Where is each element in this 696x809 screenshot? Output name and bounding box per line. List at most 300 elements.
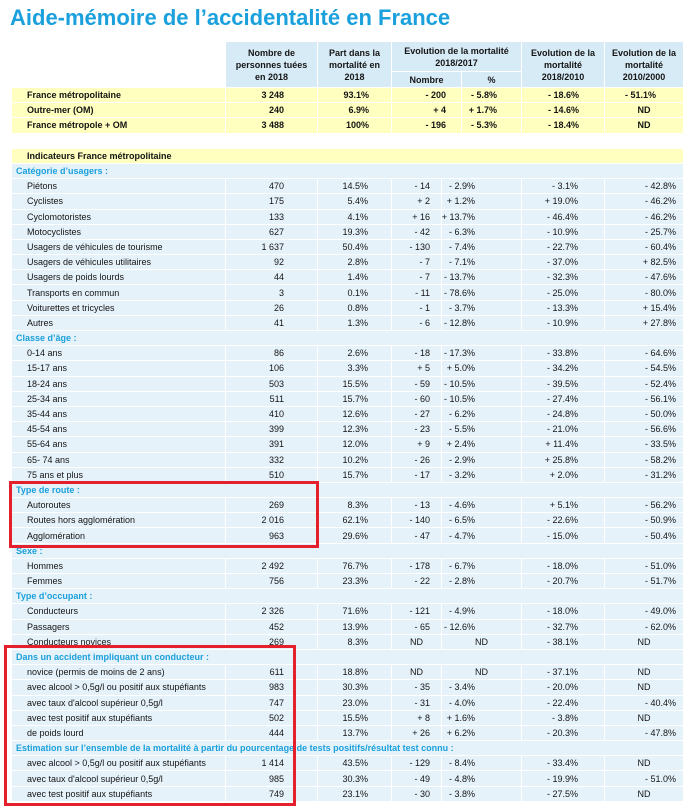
row-label: Cyclistes <box>12 194 226 209</box>
cell-part-mortalite: 23.3% <box>318 574 392 589</box>
section-title: Type d’occupant : <box>12 589 684 604</box>
cell-nombre-tues: 391 <box>226 437 318 452</box>
cell-evol-2018-2017-pct: - 7.1% <box>442 255 522 270</box>
cell-evol-2018-2017-nombre: - 121 <box>392 604 442 619</box>
cell-evol-2018-2010: - 24.8% <box>522 407 605 422</box>
indicators-row <box>12 149 684 164</box>
cell-evol-2018-2017-nombre: - 17 <box>392 468 442 483</box>
table-row <box>12 377 684 392</box>
table-row <box>12 574 684 589</box>
cell-part-mortalite: 100% <box>318 118 392 133</box>
row-label: Voiturettes et tricycles <box>12 301 226 316</box>
header-line: 2018 <box>344 71 365 82</box>
cell-evol-2018-2010: + 25.8% <box>522 453 605 468</box>
cell-part-mortalite: 2.8% <box>318 255 392 270</box>
row-label: avec alcool > 0,5g/l ou positif aux stupéfiants <box>12 756 226 771</box>
table-row <box>12 301 684 316</box>
cell-evol-2010-2000: - 62.0% <box>605 620 684 635</box>
cell-part-mortalite: 15.7% <box>318 468 392 483</box>
section-heading-row <box>12 483 684 498</box>
cell-evol-2010-2000: - 47.6% <box>605 270 684 285</box>
cell-nombre-tues: 749 <box>226 787 318 802</box>
table-row <box>12 316 684 331</box>
indicators-title: Indicateurs France métropolitaine <box>12 149 684 164</box>
cell-evol-2018-2010: - 27.5% <box>522 787 605 802</box>
table-row <box>12 711 684 726</box>
cell-evol-2018-2017-pct: ND <box>442 665 522 680</box>
cell-part-mortalite: 93.1% <box>318 88 392 103</box>
cell-evol-2010-2000: ND <box>605 103 684 118</box>
table-row <box>12 407 684 422</box>
row-label: 18-24 ans <box>12 377 226 392</box>
table-row <box>12 468 684 483</box>
cell-part-mortalite: 6.9% <box>318 103 392 118</box>
cell-evol-2018-2017-nombre: - 14 <box>392 179 442 194</box>
table-row <box>12 270 684 285</box>
row-label: 25-34 ans <box>12 392 226 407</box>
header-evol-2018-2017-group <box>392 42 522 88</box>
cell-evol-2010-2000: - 52.4% <box>605 377 684 392</box>
table-row <box>12 498 684 513</box>
cell-evol-2018-2017-pct: - 12.8% <box>442 316 522 331</box>
table-row <box>12 240 684 255</box>
cell-nombre-tues: 92 <box>226 255 318 270</box>
row-label: France métropole + OM <box>12 118 226 133</box>
cell-evol-2018-2010: - 21.0% <box>522 422 605 437</box>
table-row <box>12 210 684 225</box>
cell-evol-2018-2017-pct: - 6.7% <box>442 559 522 574</box>
row-label: 0-14 ans <box>12 346 226 361</box>
row-label: Piétons <box>12 179 226 194</box>
cell-evol-2018-2017-nombre: - 13 <box>392 498 442 513</box>
cell-evol-2018-2017-nombre: - 26 <box>392 453 442 468</box>
cell-evol-2018-2017-pct: - 12.6% <box>442 620 522 635</box>
cell-part-mortalite: 76.7% <box>318 559 392 574</box>
cell-nombre-tues: 3 248 <box>226 88 318 103</box>
table-row <box>12 346 684 361</box>
table-row <box>12 361 684 376</box>
header-line: Evolution de la <box>611 47 676 58</box>
cell-evol-2018-2017-nombre: - 42 <box>392 225 442 240</box>
cell-part-mortalite: 15.5% <box>318 711 392 726</box>
spacer-cell <box>12 134 684 149</box>
row-label: Agglomération <box>12 528 226 543</box>
cell-part-mortalite: 1.4% <box>318 270 392 285</box>
cell-evol-2018-2017-pct: - 5.5% <box>442 422 522 437</box>
header-evol-2018-2017 <box>392 42 522 72</box>
table-row <box>12 255 684 270</box>
header-line: 2010/2000 <box>622 71 666 82</box>
cell-evol-2018-2010: - 18.6% <box>522 88 605 103</box>
cell-evol-2018-2017-pct: - 6.5% <box>442 513 522 528</box>
cell-evol-2010-2000: - 58.2% <box>605 453 684 468</box>
cell-evol-2018-2017-nombre: - 11 <box>392 285 442 300</box>
cell-part-mortalite: 5.4% <box>318 194 392 209</box>
cell-evol-2018-2017-nombre: + 16 <box>392 210 442 225</box>
cell-evol-2018-2010: - 27.4% <box>522 392 605 407</box>
cell-evol-2018-2010: - 20.3% <box>522 726 605 741</box>
cell-evol-2018-2010: - 25.0% <box>522 285 605 300</box>
cell-evol-2018-2017-nombre: ND <box>392 665 442 680</box>
cell-evol-2018-2017-nombre: - 59 <box>392 377 442 392</box>
header-line: mortalité <box>543 59 582 70</box>
row-label: Conducteurs <box>12 604 226 619</box>
cell-evol-2018-2017-nombre: - 60 <box>392 392 442 407</box>
cell-evol-2018-2010: - 22.7% <box>522 240 605 255</box>
cell-evol-2018-2010: + 2.0% <box>522 468 605 483</box>
row-label: avec test positif aux stupéfiants <box>12 787 226 802</box>
table-row <box>12 513 684 528</box>
cell-evol-2018-2017-pct: + 6.2% <box>442 726 522 741</box>
cell-evol-2018-2017-nombre: - 18 <box>392 346 442 361</box>
cell-nombre-tues: 511 <box>226 392 318 407</box>
cell-evol-2018-2010: - 34.2% <box>522 361 605 376</box>
cell-part-mortalite: 12.0% <box>318 437 392 452</box>
cell-part-mortalite: 29.6% <box>318 528 392 543</box>
cell-nombre-tues: 747 <box>226 696 318 711</box>
cell-evol-2018-2017-nombre: - 196 <box>392 118 462 133</box>
cell-evol-2018-2017-pct: - 3.4% <box>442 680 522 695</box>
header-evol-2010-2000 <box>605 42 684 88</box>
section-title: Sexe : <box>12 544 684 559</box>
row-label: Outre-mer (OM) <box>12 103 226 118</box>
cell-evol-2018-2017-pct: - 2.9% <box>442 179 522 194</box>
cell-part-mortalite: 43.5% <box>318 756 392 771</box>
cell-evol-2010-2000: - 33.5% <box>605 437 684 452</box>
cell-part-mortalite: 30.3% <box>318 680 392 695</box>
row-label: 35-44 ans <box>12 407 226 422</box>
cell-part-mortalite: 13.7% <box>318 726 392 741</box>
section-title: Estimation sur l’ensemble de la mortalité à partir du pourcentage de tests positifs/résultat test connu : <box>12 741 684 756</box>
header-line: Nombre de <box>247 47 295 58</box>
cell-evol-2018-2017-nombre: + 26 <box>392 726 442 741</box>
cell-evol-2018-2017-pct: + 2.4% <box>442 437 522 452</box>
section-title: Catégorie d’usagers : <box>12 164 684 179</box>
cell-evol-2018-2017-pct: + 5.0% <box>442 361 522 376</box>
cell-nombre-tues: 269 <box>226 635 318 650</box>
cell-nombre-tues: 985 <box>226 771 318 786</box>
table-row <box>12 665 684 680</box>
cell-evol-2018-2017-nombre: - 7 <box>392 270 442 285</box>
row-label: 75 ans et plus <box>12 468 226 483</box>
table-row <box>12 392 684 407</box>
row-label: Passagers <box>12 620 226 635</box>
row-label: avec taux d'alcool supérieur 0,5g/l <box>12 771 226 786</box>
row-label: Transports en commun <box>12 285 226 300</box>
header-subrow <box>392 72 522 88</box>
cell-evol-2018-2017-nombre: - 7 <box>392 255 442 270</box>
cell-evol-2018-2017-nombre: - 30 <box>392 787 442 802</box>
cell-evol-2018-2010: - 20.0% <box>522 680 605 695</box>
cell-evol-2018-2017-pct: - 6.2% <box>442 407 522 422</box>
cell-evol-2018-2017-nombre: + 5 <box>392 361 442 376</box>
cell-evol-2010-2000: - 47.8% <box>605 726 684 741</box>
cell-evol-2010-2000: - 56.6% <box>605 422 684 437</box>
cell-nombre-tues: 3 488 <box>226 118 318 133</box>
cell-evol-2018-2017-pct: - 5.8% <box>462 88 522 103</box>
cell-evol-2018-2010: - 19.9% <box>522 771 605 786</box>
cell-nombre-tues: 26 <box>226 301 318 316</box>
cell-evol-2010-2000: ND <box>605 787 684 802</box>
cell-evol-2018-2017-pct: - 6.3% <box>442 225 522 240</box>
cell-evol-2018-2017-nombre: - 31 <box>392 696 442 711</box>
row-label: Autres <box>12 316 226 331</box>
cell-part-mortalite: 2.6% <box>318 346 392 361</box>
cell-evol-2018-2017-pct: - 8.4% <box>442 756 522 771</box>
cell-evol-2010-2000: - 60.4% <box>605 240 684 255</box>
cell-evol-2018-2010: - 32.3% <box>522 270 605 285</box>
row-label: avec test positif aux stupéfiants <box>12 711 226 726</box>
cell-evol-2018-2017-nombre: + 8 <box>392 711 442 726</box>
row-label: avec alcool > 0,5g/l ou positif aux stupéfiants <box>12 680 226 695</box>
cell-nombre-tues: 175 <box>226 194 318 209</box>
spacer-row <box>12 134 684 149</box>
row-label: Usagers de véhicules de tourisme <box>12 240 226 255</box>
cell-evol-2018-2017-nombre: + 4 <box>392 103 462 118</box>
cell-part-mortalite: 3.3% <box>318 361 392 376</box>
cell-evol-2010-2000: - 50.9% <box>605 513 684 528</box>
header-line: mortalité <box>624 59 663 70</box>
cell-part-mortalite: 12.6% <box>318 407 392 422</box>
cell-evol-2018-2017-pct: - 10.5% <box>442 392 522 407</box>
table-row <box>12 285 684 300</box>
cell-nombre-tues: 627 <box>226 225 318 240</box>
table-row <box>12 787 684 802</box>
cell-evol-2018-2010: - 14.6% <box>522 103 605 118</box>
cell-part-mortalite: 0.1% <box>318 285 392 300</box>
cell-evol-2010-2000: ND <box>605 680 684 695</box>
header-line: 2018/2017 <box>435 57 478 68</box>
cell-part-mortalite: 71.6% <box>318 604 392 619</box>
cell-evol-2010-2000: - 46.2% <box>605 210 684 225</box>
row-label: 65- 74 ans <box>12 453 226 468</box>
cell-nombre-tues: 410 <box>226 407 318 422</box>
cell-nombre-tues: 756 <box>226 574 318 589</box>
cell-evol-2010-2000: - 54.5% <box>605 361 684 376</box>
cell-evol-2010-2000: + 15.4% <box>605 301 684 316</box>
cell-nombre-tues: 106 <box>226 361 318 376</box>
cell-evol-2018-2010: + 5.1% <box>522 498 605 513</box>
cell-evol-2010-2000: - 51.1% <box>605 88 684 103</box>
cell-evol-2018-2017-pct: - 10.5% <box>442 377 522 392</box>
cell-evol-2018-2017-pct: - 4.0% <box>442 696 522 711</box>
cell-nombre-tues: 44 <box>226 270 318 285</box>
table-row <box>12 604 684 619</box>
cell-evol-2018-2010: - 18.0% <box>522 559 605 574</box>
cell-evol-2018-2017-nombre: - 178 <box>392 559 442 574</box>
cell-evol-2018-2010: - 22.6% <box>522 513 605 528</box>
cell-evol-2018-2010: - 13.3% <box>522 301 605 316</box>
cell-nombre-tues: 3 <box>226 285 318 300</box>
cell-evol-2018-2017-pct: - 3.2% <box>442 468 522 483</box>
cell-nombre-tues: 133 <box>226 210 318 225</box>
row-label: Usagers de poids lourds <box>12 270 226 285</box>
cell-evol-2018-2017-pct: - 4.8% <box>442 771 522 786</box>
cell-evol-2010-2000: ND <box>605 711 684 726</box>
summary-row <box>12 118 684 133</box>
cell-evol-2018-2017-nombre: - 200 <box>392 88 462 103</box>
cell-evol-2018-2010: - 10.9% <box>522 316 605 331</box>
header-line: personnes tuées <box>235 59 308 70</box>
cell-evol-2010-2000: - 64.6% <box>605 346 684 361</box>
row-label: 15-17 ans <box>12 361 226 376</box>
table-row <box>12 225 684 240</box>
cell-evol-2018-2010: - 33.4% <box>522 756 605 771</box>
row-label: France métropolitaine <box>12 88 226 103</box>
section-title: Dans un accident impliquant un conducteur : <box>12 650 684 665</box>
cell-evol-2018-2017-nombre: - 1 <box>392 301 442 316</box>
cell-evol-2018-2010: - 18.4% <box>522 118 605 133</box>
table-row <box>12 756 684 771</box>
table-row <box>12 528 684 543</box>
cell-part-mortalite: 18.8% <box>318 665 392 680</box>
header-line: Part dans la <box>328 47 381 58</box>
cell-evol-2010-2000: - 80.0% <box>605 285 684 300</box>
summary-row <box>12 88 684 103</box>
cell-nombre-tues: 332 <box>226 453 318 468</box>
cell-part-mortalite: 13.9% <box>318 620 392 635</box>
section-title: Classe d’âge : <box>12 331 684 346</box>
header-line: 2018/2010 <box>541 71 585 82</box>
cell-evol-2018-2017-pct: - 7.4% <box>442 240 522 255</box>
cell-evol-2018-2017-pct: - 78.6% <box>442 285 522 300</box>
row-label: de poids lourd <box>12 726 226 741</box>
table-body <box>12 88 684 802</box>
cell-part-mortalite: 10.2% <box>318 453 392 468</box>
row-label: Cyclomotoristes <box>12 210 226 225</box>
section-heading-row <box>12 331 684 346</box>
cell-evol-2010-2000: ND <box>605 635 684 650</box>
cell-evol-2018-2017-nombre: - 35 <box>392 680 442 695</box>
cell-evol-2018-2010: - 32.7% <box>522 620 605 635</box>
cell-part-mortalite: 62.1% <box>318 513 392 528</box>
cell-evol-2010-2000: - 56.1% <box>605 392 684 407</box>
cell-part-mortalite: 30.3% <box>318 771 392 786</box>
row-label: avec taux d'alcool supérieur 0,5g/l <box>12 696 226 711</box>
row-label: 45-54 ans <box>12 422 226 437</box>
cell-evol-2018-2017-nombre: - 129 <box>392 756 442 771</box>
cell-evol-2018-2017-pct: - 3.8% <box>442 787 522 802</box>
cell-evol-2010-2000: - 50.4% <box>605 528 684 543</box>
cell-evol-2010-2000: - 51.7% <box>605 574 684 589</box>
cell-evol-2010-2000: ND <box>605 665 684 680</box>
cell-evol-2010-2000: - 51.0% <box>605 771 684 786</box>
header-evol-2018-2010 <box>522 42 605 88</box>
table-row <box>12 453 684 468</box>
cell-evol-2018-2017-nombre: - 22 <box>392 574 442 589</box>
cell-nombre-tues: 444 <box>226 726 318 741</box>
cell-nombre-tues: 470 <box>226 179 318 194</box>
accident-table <box>12 42 684 802</box>
table-row <box>12 771 684 786</box>
cell-nombre-tues: 86 <box>226 346 318 361</box>
table-row <box>12 620 684 635</box>
cell-evol-2018-2017-pct: + 1.2% <box>442 194 522 209</box>
cell-evol-2018-2010: - 3.1% <box>522 179 605 194</box>
cell-nombre-tues: 983 <box>226 680 318 695</box>
cell-evol-2010-2000: - 49.0% <box>605 604 684 619</box>
row-label: novice (permis de moins de 2 ans) <box>12 665 226 680</box>
cell-evol-2018-2017-pct: - 3.7% <box>442 301 522 316</box>
table-header <box>12 42 684 88</box>
cell-part-mortalite: 19.3% <box>318 225 392 240</box>
cell-evol-2018-2017-pct: - 17.3% <box>442 346 522 361</box>
cell-evol-2018-2010: - 20.7% <box>522 574 605 589</box>
cell-evol-2018-2010: + 11.4% <box>522 437 605 452</box>
header-sub-nombre: Nombre <box>392 72 462 88</box>
cell-evol-2010-2000: - 51.0% <box>605 559 684 574</box>
cell-evol-2018-2010: - 37.1% <box>522 665 605 680</box>
row-label: Autoroutes <box>12 498 226 513</box>
cell-evol-2018-2017-pct: - 4.7% <box>442 528 522 543</box>
cell-evol-2010-2000: - 56.2% <box>605 498 684 513</box>
cell-evol-2018-2010: - 37.0% <box>522 255 605 270</box>
cell-evol-2018-2017-pct: + 13.7% <box>442 210 522 225</box>
section-title: Type de route : <box>12 483 684 498</box>
cell-evol-2018-2017-nombre: + 2 <box>392 194 442 209</box>
cell-evol-2018-2017-pct: - 2.8% <box>442 574 522 589</box>
cell-part-mortalite: 14.5% <box>318 179 392 194</box>
table-row <box>12 635 684 650</box>
cell-evol-2018-2010: - 18.0% <box>522 604 605 619</box>
cell-part-mortalite: 12.3% <box>318 422 392 437</box>
table-row <box>12 179 684 194</box>
cell-nombre-tues: 2 326 <box>226 604 318 619</box>
cell-nombre-tues: 41 <box>226 316 318 331</box>
cell-evol-2018-2017-pct: - 2.9% <box>442 453 522 468</box>
table-row <box>12 726 684 741</box>
cell-evol-2010-2000: - 50.0% <box>605 407 684 422</box>
header-line: Evolution de la mortalité <box>404 45 509 56</box>
table-row <box>12 696 684 711</box>
cell-evol-2018-2017-nombre: - 49 <box>392 771 442 786</box>
cell-evol-2018-2010: - 38.1% <box>522 635 605 650</box>
cell-nombre-tues: 2 016 <box>226 513 318 528</box>
table-row <box>12 680 684 695</box>
cell-evol-2010-2000: + 82.5% <box>605 255 684 270</box>
cell-evol-2018-2017-nombre: - 130 <box>392 240 442 255</box>
cell-evol-2018-2017-pct: - 13.7% <box>442 270 522 285</box>
cell-evol-2018-2017-nombre: - 27 <box>392 407 442 422</box>
cell-evol-2018-2010: - 15.0% <box>522 528 605 543</box>
row-label: Usagers de véhicules utilitaires <box>12 255 226 270</box>
cell-part-mortalite: 0.8% <box>318 301 392 316</box>
cell-evol-2018-2010: - 39.5% <box>522 377 605 392</box>
section-heading-row <box>12 741 684 756</box>
header-line: Evolution de la <box>530 47 595 58</box>
cell-part-mortalite: 23.0% <box>318 696 392 711</box>
cell-evol-2018-2017-nombre: - 65 <box>392 620 442 635</box>
row-label: Hommes <box>12 559 226 574</box>
section-heading-row <box>12 164 684 179</box>
row-label: Femmes <box>12 574 226 589</box>
cell-evol-2018-2010: - 46.4% <box>522 210 605 225</box>
cell-nombre-tues: 510 <box>226 468 318 483</box>
cell-evol-2018-2017-pct: - 4.6% <box>442 498 522 513</box>
header-nombre-tues <box>226 42 318 88</box>
cell-nombre-tues: 963 <box>226 528 318 543</box>
table-row <box>12 437 684 452</box>
section-heading-row <box>12 589 684 604</box>
table-row <box>12 422 684 437</box>
cell-part-mortalite: 50.4% <box>318 240 392 255</box>
cell-evol-2018-2017-nombre: + 9 <box>392 437 442 452</box>
row-label: Conducteurs novices <box>12 635 226 650</box>
cell-evol-2010-2000: - 40.4% <box>605 696 684 711</box>
page-title: Aide-mémoire de l’accidentalité en France <box>10 5 451 30</box>
cell-evol-2010-2000: - 42.8% <box>605 179 684 194</box>
cell-evol-2010-2000: ND <box>605 756 684 771</box>
